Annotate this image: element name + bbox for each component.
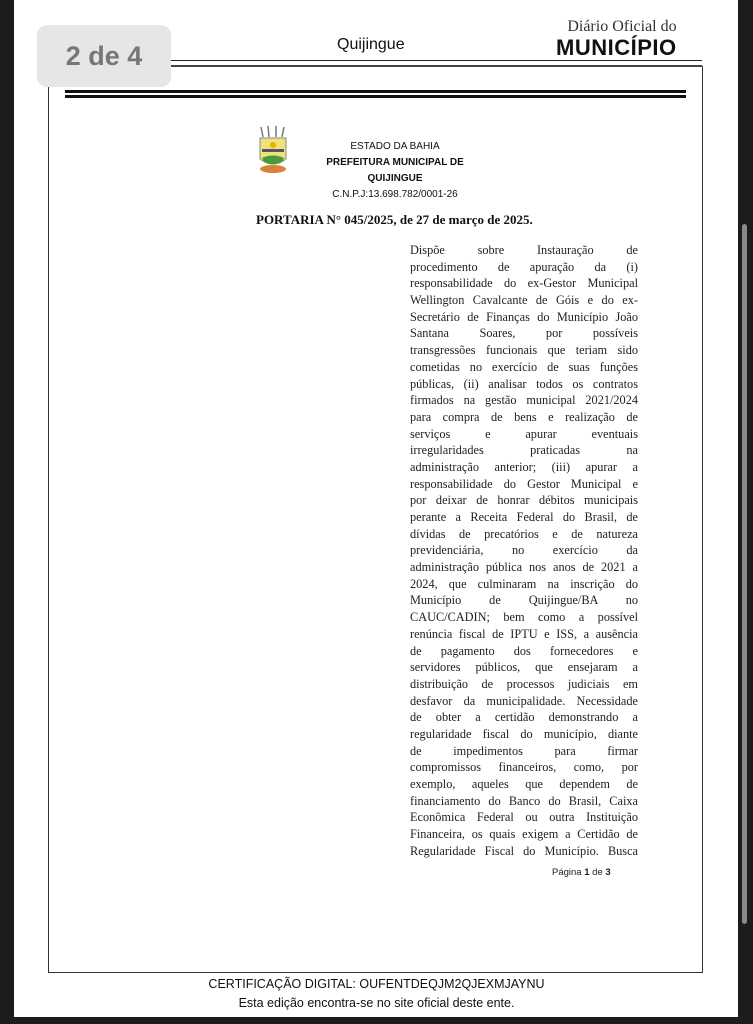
summary-line: de impedimentos para firmar <box>410 743 638 758</box>
double-rule <box>65 90 686 98</box>
summary-line: Regularidade Fiscal do Município. Busca <box>410 843 638 858</box>
summary-line: transgressões funcionais que teriam sido <box>410 343 638 358</box>
summary-line: Dispõe sobre Instauração de <box>410 243 638 257</box>
brand-line1: Diário Oficial do <box>567 18 677 35</box>
summary-line: para compra de bens e realização de <box>410 409 638 424</box>
letterhead <box>300 139 490 203</box>
summary-line: 2024, que culminaram na inscrição do <box>410 576 638 591</box>
header-city: Quijingue <box>337 36 405 53</box>
summary-line: previdenciária, no exercício da <box>410 543 638 558</box>
coat-of-arms-icon <box>256 125 290 175</box>
summary-line: regularidade fiscal do município, diante <box>410 726 638 741</box>
summary-line: responsabilidade do Gestor Municipal e <box>410 476 638 491</box>
state-name: ESTADO DA BAHIA <box>350 141 440 152</box>
page-total: 3 <box>605 867 611 878</box>
page-label: Página <box>552 867 582 878</box>
footer-note: Esta edição encontra-se no site oficial deste ente. <box>238 996 515 1010</box>
brand-logo <box>556 18 677 60</box>
summary-line: Município de Quijingue/BA no <box>410 593 638 608</box>
summary-line: servidores públicos, que ensejaram a <box>410 660 638 675</box>
summary-line: firmados na gestão municipal 2021/2024 <box>410 393 638 408</box>
summary-line: Financeira, os quais exigem a Certidão de <box>410 827 638 842</box>
summary-line: distribuição de processos judiciais em <box>410 676 638 691</box>
summary-line: dívidas de precatórios e de natureza <box>410 526 638 541</box>
cnpj: C.N.P.J:13.698.782/0001-26 <box>332 189 458 200</box>
brand-line2: MUNICÍPIO <box>556 35 677 60</box>
summary-line: financiamento do Banco do Brasil, Caixa <box>410 793 638 808</box>
summary-line: procedimento de apuração da (i) <box>410 259 638 274</box>
summary-line: renúncia fiscal de IPTU e ISS, a ausência <box>410 626 638 641</box>
summary-line: administração pública nos anos de 2021 a <box>410 560 638 575</box>
summary-line: responsabilidade do ex-Gestor Municipal <box>410 276 638 291</box>
summary-line: exemplo, aqueles que dependem de <box>410 777 638 791</box>
page-indicator: 2 de 4 <box>37 25 171 87</box>
summary-line: CAUC/CADIN; bem como a possível <box>410 610 638 625</box>
header-divider <box>170 60 702 61</box>
scrollbar[interactable] <box>742 224 747 924</box>
page-current: 1 <box>584 867 590 878</box>
summary-line: Wellington Cavalcante de Góis e do ex- <box>410 293 638 308</box>
summary-line: cometidas no exercício de suas funções <box>410 359 638 374</box>
prefecture-name: PREFEITURA MUNICIPAL DE QUIJINGUE <box>326 157 464 184</box>
summary-line: de pagamento dos fornecedores e <box>410 643 638 658</box>
document-summary <box>410 242 638 859</box>
summary-line: desfavor da municipalidade. Necessidade <box>410 693 638 708</box>
summary-line: compromissos financeiros, como, por <box>410 760 638 775</box>
summary-line: públicas, (ii) analisar todos os contratos <box>410 376 638 391</box>
summary-line: administração anterior; (iii) apurar a <box>410 459 638 474</box>
summary-line: de obter a certidão demonstrando a <box>410 710 638 725</box>
page-of: de <box>592 867 603 878</box>
page-number <box>552 867 611 879</box>
summary-line: Econômica Federal ou outra Instituição <box>410 810 638 825</box>
summary-line: irregularidades praticadas na <box>410 443 638 458</box>
summary-line: Secretário de Finanças do Município João <box>410 309 638 324</box>
digital-certification: CERTIFICAÇÃO DIGITAL: OUFENTDEQJM2QJEXMJAYNU <box>208 977 545 991</box>
summary-line: serviços e apurar eventuais <box>410 426 638 441</box>
summary-line: por deixar de honrar débitos municipais <box>410 493 638 508</box>
summary-line: perante a Receita Federal do Brasil, de <box>410 510 638 524</box>
document-title: PORTARIA N° 045/2025, de 27 de março de 2025. <box>256 212 533 227</box>
summary-line: Santana Soares, por possíveis <box>410 326 638 341</box>
